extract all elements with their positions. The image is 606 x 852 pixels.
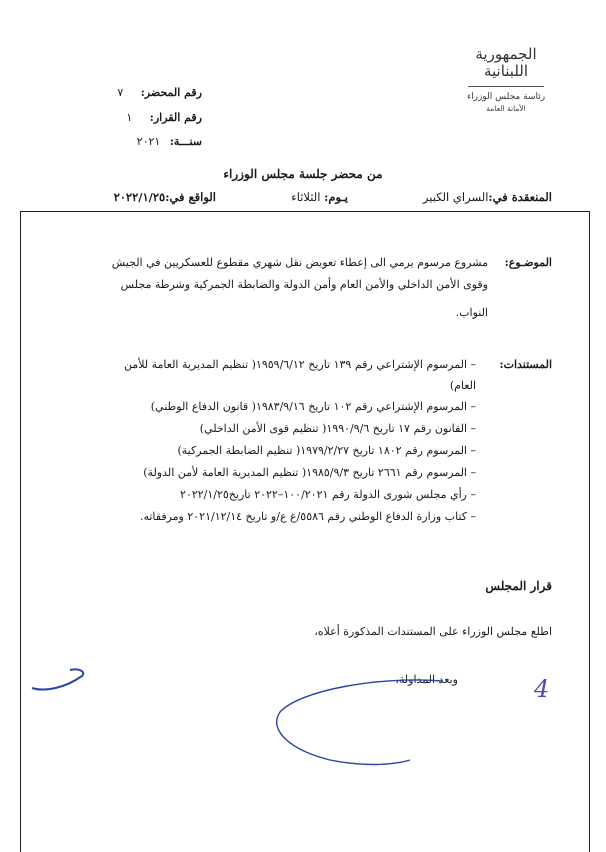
year-label: سنـــة: <box>169 135 202 148</box>
session-day-label: يـوم: <box>324 190 348 204</box>
document-item: – المرسوم رقم ٢٦٦١ تاريخ ١٩٨٥/٩/٣( تنظيم المديرية العامة لأمن الدولة) <box>143 466 476 479</box>
margin-page-number: 4 <box>534 675 550 703</box>
decision-heading: قرار المجلس <box>485 579 552 593</box>
seal-line-2: اللبنانية <box>483 62 529 80</box>
document-item: العام) <box>449 379 476 392</box>
seal-line-1: الجمهورية <box>475 45 537 63</box>
seal-line-3: رئاسة مجلس الوزراء <box>466 92 546 102</box>
document-item: – المرسوم رقم ١٨٠٢ تاريخ ١٩٧٩/٢/٢٧( تنظيم الضابطة الجمركية) <box>177 444 476 457</box>
seal-line-4: الأمانة العامة <box>486 104 526 113</box>
decision-line-2: وبعد المداولة، <box>395 673 458 686</box>
document-item: – المرسوم الإشتراعي رقم ١٣٩ تاريخ ١٩٥٩/٦/١٢( تنظيم المديرية العامة للأمن <box>123 358 476 371</box>
signature-left-stroke <box>32 669 83 689</box>
decision-number-label: رقم القرار: <box>149 111 202 124</box>
session-day-value: الثلاثاء <box>291 190 321 204</box>
document-item: – رأي مجلس شورى الدولة رقم ١٠٠/٢٠٢١–٢٠٢٢ تاريخ٢٠٢٢/١/٢٥ <box>180 488 476 501</box>
subject-line: وقوى الأمن الداخلي والأمن العام وأمن الدولة والضابطة الجمركية وشرطة مجلس <box>120 278 488 291</box>
document-item: – كتاب وزارة الدفاع الوطني رقم ٥٥٨٦/غ ع/و تاريخ ٢٠٢١/١٢/١٤ ومرفقاته. <box>139 510 476 523</box>
documents-label: المستندات: <box>499 358 552 371</box>
record-number-label: رقم المحضر: <box>140 86 202 99</box>
decision-line-1: اطلع مجلس الوزراء على المستندات المذكورة أعلاه، <box>314 625 552 638</box>
year-value: ٢٠٢١ <box>136 135 161 148</box>
subject-label: الموضـوع: <box>504 256 552 269</box>
session-place-label: المنعقدة في: <box>488 190 552 204</box>
session-date-value: ٢٠٢٢/١/٢٥ <box>113 190 166 204</box>
session-place-value: السراي الكبير <box>422 190 489 204</box>
subject-line: مشروع مرسوم يرمي الى إعطاء تعويض نقل شهري مقطوع للعسكريين في الجيش <box>111 256 488 269</box>
document-item: – المرسوم الإشتراعي رقم ١٠٢ تاريخ ١٩٨٣/٩/١٦( قانون الدفاع الوطني) <box>150 400 476 413</box>
document-item: – القانون رقم ١٧ تاريخ ١٩٩٠/٩/٦( تنظيم قوى الأمن الداخلي) <box>199 422 476 435</box>
subject-line: النواب. <box>455 306 488 319</box>
decision-number-value: ١ <box>126 111 133 124</box>
session-date-label: الواقع في: <box>165 190 216 204</box>
record-number-value: ٧ <box>117 86 124 99</box>
signature-right-curve <box>277 680 442 765</box>
page-title: من محضر جلسة مجلس الوزراء <box>223 167 383 181</box>
